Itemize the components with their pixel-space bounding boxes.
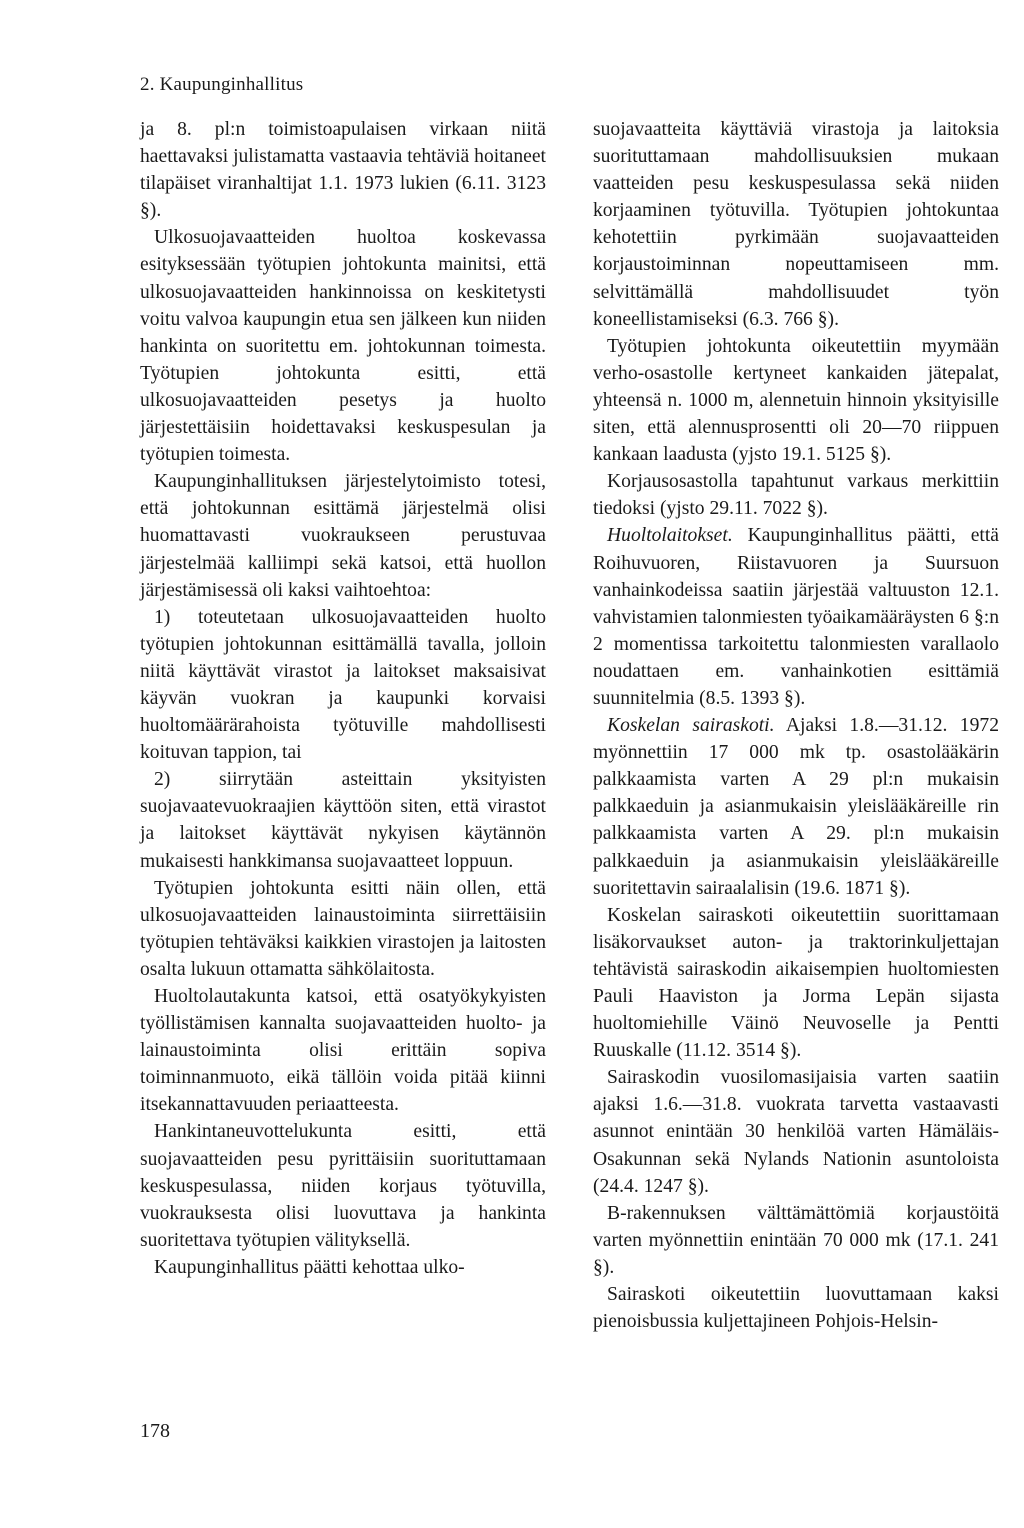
paragraph: Työtupien johtokunta esitti näin ollen, että ulkosuojavaatteiden lainaustoiminta siirrettäisiin työtupien tehtäväksi kaikkien virastojen ja laitosten osalta lukuun ottamatta sähkölaitosta.	[140, 877, 546, 980]
paragraph: 2) siirrytään asteittain yksityisten suojavaatevuokraajien käyttöön siten, että virastot ja laitokset käyttävät nykyisen käytännön mukaisesti hankkimansa suojavaatteet loppuun.	[140, 769, 546, 872]
paragraph-koskelan-sairaskoti	[593, 712, 999, 902]
section-subheading: Koskelan sairaskoti.	[607, 715, 775, 737]
paragraph: Korjausosastolla tapahtunut varkaus merkittiin tiedoksi (yjsto 29.11. 7022 §).	[593, 471, 999, 520]
paragraph: B-rakennuksen välttämättömiä korjaustöitä varten myönnettiin enintään 70 000 mk (17.1. 241 §).	[593, 1202, 999, 1278]
paragraph-huoltolaitokset	[593, 522, 999, 712]
paragraph: Työtupien johtokunta oikeutettiin myymään verho-osastolle kertyneet kankaiden jätepalat, yhteensä n. 1000 m, alennetuin hinnoin yksityisille siten, että alennusprosentti oli 20—70 riippuen kankaan laadusta (yjsto 19.1. 5125 §).	[593, 335, 999, 466]
paragraph: Hankintaneuvottelukunta esitti, että suojavaatteiden pesu pyrittäisiin suorituttamaan keskuspesulassa, niiden korjaus työtuvilla, vuokrauksesta olisi luovuttava ja hankinta suoritettava työtupien välityksellä.	[140, 1121, 546, 1251]
paragraph: Koskelan sairaskoti oikeutettiin suorittamaan lisäkorvaukset auton- ja traktorinkuljettajan tehtävistä sairaskodin aikaisempien huoltomiesten Pauli Haaviston ja Jorma Lepän sijasta huoltomiehille Väinö Neuvoselle ja Pentti Ruuskalle (11.12. 3514 §).	[593, 904, 999, 1062]
page-number: 178	[140, 1420, 170, 1442]
paragraph: Kaupunginhallitus päätti kehottaa ulko-	[154, 1256, 465, 1278]
right-column	[593, 116, 999, 1335]
running-head: 2. Kaupunginhallitus	[140, 74, 304, 95]
paragraph: Kaupunginhallituksen järjestelytoimisto totesi, että johtokunnan esittämä järjestelmä olisi huomattavasti vuokraukseen perustuvaa järjestelmää kalliimpi sekä katsoi, että huollon järjestämisessä oli kaksi vaihtoehtoa:	[140, 471, 546, 601]
paragraph-body: Kaupunginhallitus päätti, että Roihuvuoren, Riistavuoren ja Suursuon vanhainkodeissa saatiin järjestää valtuuston 12.1. vahvistamien talonmiesten työaikamääräysten 6 §:n 2 momentissa tarkoitettu talonmiesten varallaolo noudattaen em. vanhainkotien esittämiä suunnitelmia (8.5. 1393 §).	[593, 525, 999, 709]
paragraph-body: Ajaksi 1.8.—31.12. 1972 myönnettiin 17 000 mk tp. osastolääkärin palkkaamista varten A 29 pl:n mukaisin palkkaeduin ja asianmukaisin yleislääkäreille rin palkkaamista varten A 29. pl:n mukaisin palkkaeduin ja asianmukaisin yleislääkäreille suoritettavin sairaalalisin (19.6. 1871 §).	[593, 715, 999, 899]
paragraph: suojavaatteita käyttäviä virastoja ja laitoksia suorituttamaan mahdollisuuksien mukaan vaatteiden pesu keskuspesulassa sekä niiden korjaaminen työtuvilla. Työtupien johtokuntaa kehotettiin pyrkimään suojavaatteiden korjaustoiminnan nopeuttamiseen mm. selvittämällä mahdollisuudet työn koneellistamiseksi (6.3. 766 §).	[593, 119, 999, 330]
section-subheading: Huoltolaitokset.	[607, 525, 733, 547]
paragraph: Sairaskodin vuosilomasijaisia varten saatiin ajaksi 1.6.—31.8. vuokrata tarvetta vastaavasti asunnot enintään 30 henkilöä varten Hämäläis-Osakunnan sekä Nylands Nationin asuntoloista (24.4. 1247 §).	[593, 1067, 999, 1197]
paragraph: Sairaskoti oikeutettiin luovuttamaan kaksi pienoisbussia kuljettajineen Pohjois-Helsin-	[593, 1284, 999, 1333]
paragraph: Ulkosuojavaatteiden huoltoa koskevassa esityksessään työtupien johtokunta mainitsi, että ulkosuojavaatteiden hankinnoissa on keskitetysti voitu valvoa kaupungin etua sen jälkeen kun niiden hankinta on suoritettu em. johtokunnan toimesta. Työtupien johtokunta esitti, että ulkosuojavaatteiden pesetys ja huolto järjestettäisiin hoidettavaksi keskuspesulan ja työtupien toimesta.	[140, 227, 546, 466]
left-column	[140, 116, 546, 1281]
paragraph: 1) toteutetaan ulkosuojavaatteiden huolto työtupien johtokunnan esittämällä tavalla, jolloin niitä käyttävät virastot ja laitokset maksaisivat käyvän vuokran ja kaupunki korvaisi huoltomäärärahoista työtuville mahdollisesti koituvan tappion, tai	[140, 606, 546, 764]
paragraph: Huoltolautakunta katsoi, että osatyökykyisten työllistämisen kannalta suojavaatteiden huolto- ja lainaustoiminta olisi erittäin sopiva toiminnanmuoto, eikä tällöin voida pitää kiinni itsekannattavuuden periaatteesta.	[140, 986, 546, 1116]
paragraph: ja 8. pl:n toimistoapulaisen virkaan niitä haettavaksi julistamatta vastaavia tehtäviä hoitaneet tilapäiset viranhaltijat 1.1. 1973 lukien (6.11. 3123 §).	[140, 119, 546, 222]
